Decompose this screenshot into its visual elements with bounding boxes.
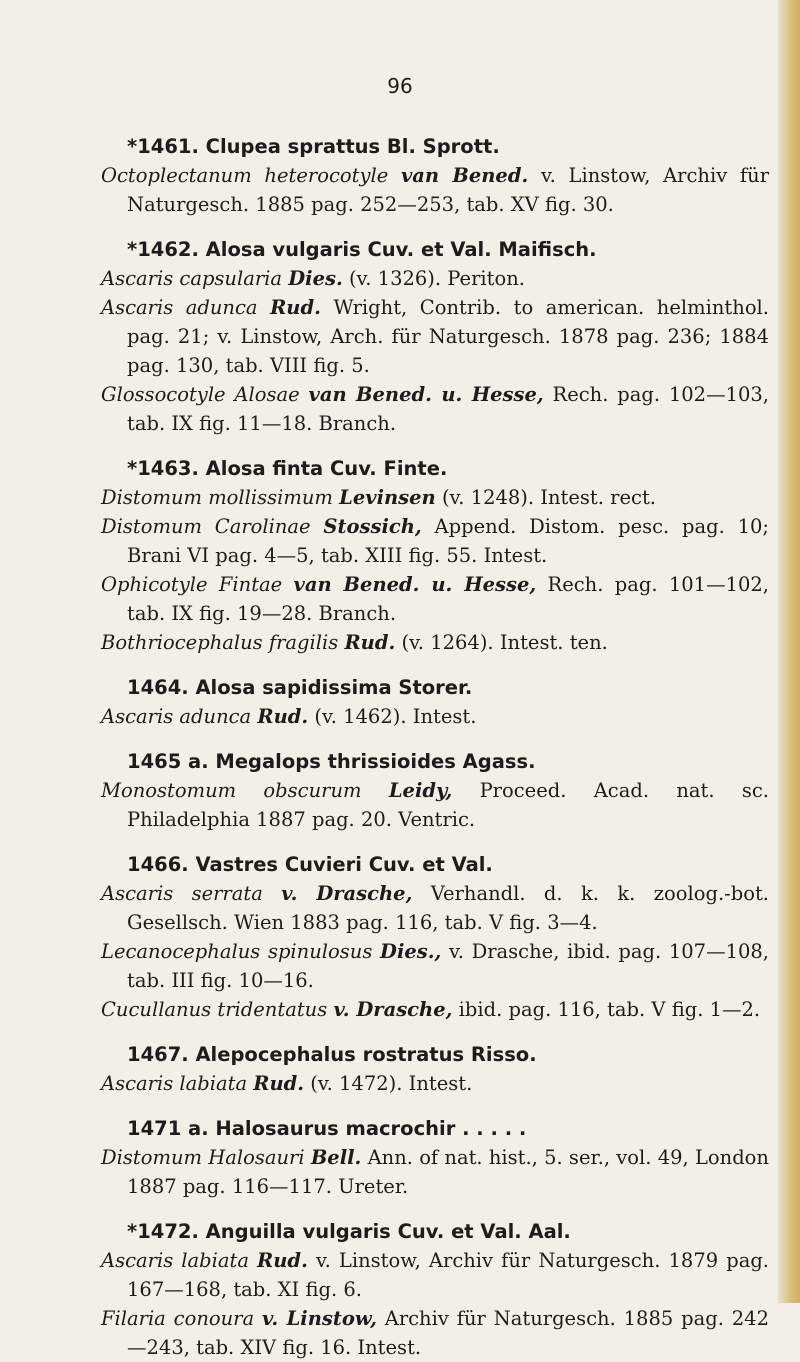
- parasite-entry: [101, 161, 769, 219]
- page-body: [101, 74, 769, 1362]
- parasite-entry: [101, 1304, 769, 1362]
- parasite-entry: [101, 937, 769, 995]
- species-heading: 1466. Vastres Cuvieri Cuv. et Val.: [127, 853, 493, 876]
- parasite-name: Distomum Carolinae: [101, 515, 311, 538]
- parasite-name: Ascaris capsularia: [101, 267, 283, 290]
- parasite-author: van Bened.: [400, 164, 529, 187]
- literature-reference: Proceed. Acad. nat. sc. Philadelphia 1887 pag. 20. Ventric.: [127, 779, 769, 831]
- parasite-entry: [101, 1143, 769, 1201]
- literature-reference: (v. 1462). Intest.: [314, 705, 477, 728]
- literature-reference: Ann. of nat. hist., 5. ser., vol. 49, London 1887 pag. 116—117. Ureter.: [127, 1146, 769, 1198]
- parasite-name: Cucullanus tridentatus: [101, 998, 328, 1021]
- parasite-author: v. Linstow,: [262, 1307, 377, 1330]
- parasite-name: Distomum Halosauri: [101, 1146, 305, 1169]
- parasite-entry: [101, 702, 769, 731]
- parasite-author: van Bened. u. Hesse,: [308, 383, 544, 406]
- parasite-entry: [101, 1246, 769, 1304]
- parasite-author: Leidy,: [388, 779, 453, 802]
- parasite-entry: [101, 628, 769, 657]
- literature-reference: v. Linstow, Archiv für Naturgesch. 1879 pag. 167—168, tab. XI fig. 6.: [127, 1249, 770, 1301]
- parasite-entry: [101, 483, 769, 512]
- parasite-author: v. Drasche,: [281, 882, 413, 905]
- parasite-entry: [101, 776, 769, 834]
- species-heading: *1461. Clupea sprattus Bl. Sprott.: [127, 135, 500, 158]
- literature-reference: (v. 1326). Periton.: [348, 267, 525, 290]
- species-heading: 1464. Alosa sapidissima Storer.: [127, 676, 473, 699]
- parasite-author: Dies.: [288, 267, 343, 290]
- species-heading: *1462. Alosa vulgaris Cuv. et Val. Maifisch.: [127, 238, 597, 261]
- parasite-name: Distomum mollissimum: [101, 486, 333, 509]
- parasite-author: Stossich,: [323, 515, 422, 538]
- literature-reference: v. Linstow, Archiv für Naturgesch. 1885 pag. 252—253, tab. XV fig. 30.: [127, 164, 770, 216]
- parasite-entry: [101, 1069, 769, 1098]
- literature-reference: ibid. pag. 116, tab. V fig. 1—2.: [458, 998, 761, 1021]
- species-heading: *1463. Alosa finta Cuv. Finte.: [127, 457, 448, 480]
- parasite-entry: [101, 512, 769, 570]
- parasite-entry: [101, 879, 769, 937]
- parasite-entry: [101, 380, 769, 438]
- parasite-author: Rud.: [257, 705, 309, 728]
- parasite-name: Ascaris serrata: [101, 882, 263, 905]
- parasite-author: Rud.: [257, 1249, 308, 1272]
- species-heading: 1465 a. Megalops thrissioides Agass.: [127, 750, 536, 773]
- literature-reference: (v. 1472). Intest.: [310, 1072, 473, 1095]
- literature-reference: Append. Distom. pesc. pag. 10; Brani VI pag. 4—5, tab. XIII fig. 55. Intest.: [127, 515, 769, 567]
- parasite-name: Lecanocephalus spinulosus: [101, 940, 373, 963]
- parasite-name: Ascaris adunca: [101, 296, 258, 319]
- parasite-name: Ascaris labiata: [101, 1072, 248, 1095]
- parasite-name: Monostomum obscurum: [101, 779, 362, 802]
- literature-reference: Rech. pag. 101—102, tab. IX fig. 19—28. Branch.: [127, 573, 769, 625]
- parasite-author: Dies.,: [380, 940, 442, 963]
- literature-reference: v. Drasche, ibid. pag. 107—108, tab. III fig. 10—16.: [127, 940, 769, 992]
- parasite-entry: [101, 293, 769, 380]
- parasite-author: Rud.: [253, 1072, 305, 1095]
- literature-reference: Wright, Contrib. to american. helminthol. pag. 21; v. Linstow, Arch. für Naturgesch. 1878 pag. 236; 1884 pag. 130, tab. VIII fig. 5.: [127, 296, 769, 377]
- literature-reference: (v. 1264). Intest. ten.: [401, 631, 608, 654]
- parasite-author: v. Drasche,: [333, 998, 453, 1021]
- parasite-name: Octoplectanum heterocotyle: [101, 164, 389, 187]
- species-heading: 1471 a. Halosaurus macrochir . . . . .: [127, 1117, 527, 1140]
- parasite-author: van Bened. u. Hesse,: [293, 573, 537, 596]
- parasite-name: Ascaris labiata: [101, 1249, 249, 1272]
- parasite-entry: [101, 570, 769, 628]
- page-edge-shadow: [778, 0, 800, 1303]
- parasite-author: Levinsen: [339, 486, 436, 509]
- parasite-entry: [101, 264, 769, 293]
- parasite-name: Filaria conoura: [101, 1307, 255, 1330]
- parasite-name: Ophicotyle Fintae: [101, 573, 283, 596]
- parasite-author: Rud.: [344, 631, 396, 654]
- parasite-name: Glossocotyle Alosae: [101, 383, 300, 406]
- parasite-author: Rud.: [270, 296, 321, 319]
- parasite-name: Bothriocephalus fragilis: [101, 631, 339, 654]
- literature-reference: Archiv für Naturgesch. 1885 pag. 242—243, tab. XIV fig. 16. Intest.: [127, 1307, 769, 1359]
- species-heading: *1472. Anguilla vulgaris Cuv. et Val. Aal.: [127, 1220, 571, 1243]
- species-heading: 1467. Alepocephalus rostratus Risso.: [127, 1043, 537, 1066]
- literature-reference: Rech. pag. 102—103, tab. IX fig. 11—18. Branch.: [127, 383, 769, 435]
- parasite-name: Ascaris adunca: [101, 705, 252, 728]
- literature-reference: Verhandl. d. k. k. zoolog.-bot. Gesellsch. Wien 1883 pag. 116, tab. V fig. 3—4.: [127, 882, 769, 934]
- parasite-entry: [101, 995, 769, 1024]
- page-number: 96: [387, 74, 413, 98]
- literature-reference: (v. 1248). Intest. rect.: [441, 486, 656, 509]
- parasite-author: Bell.: [310, 1146, 362, 1169]
